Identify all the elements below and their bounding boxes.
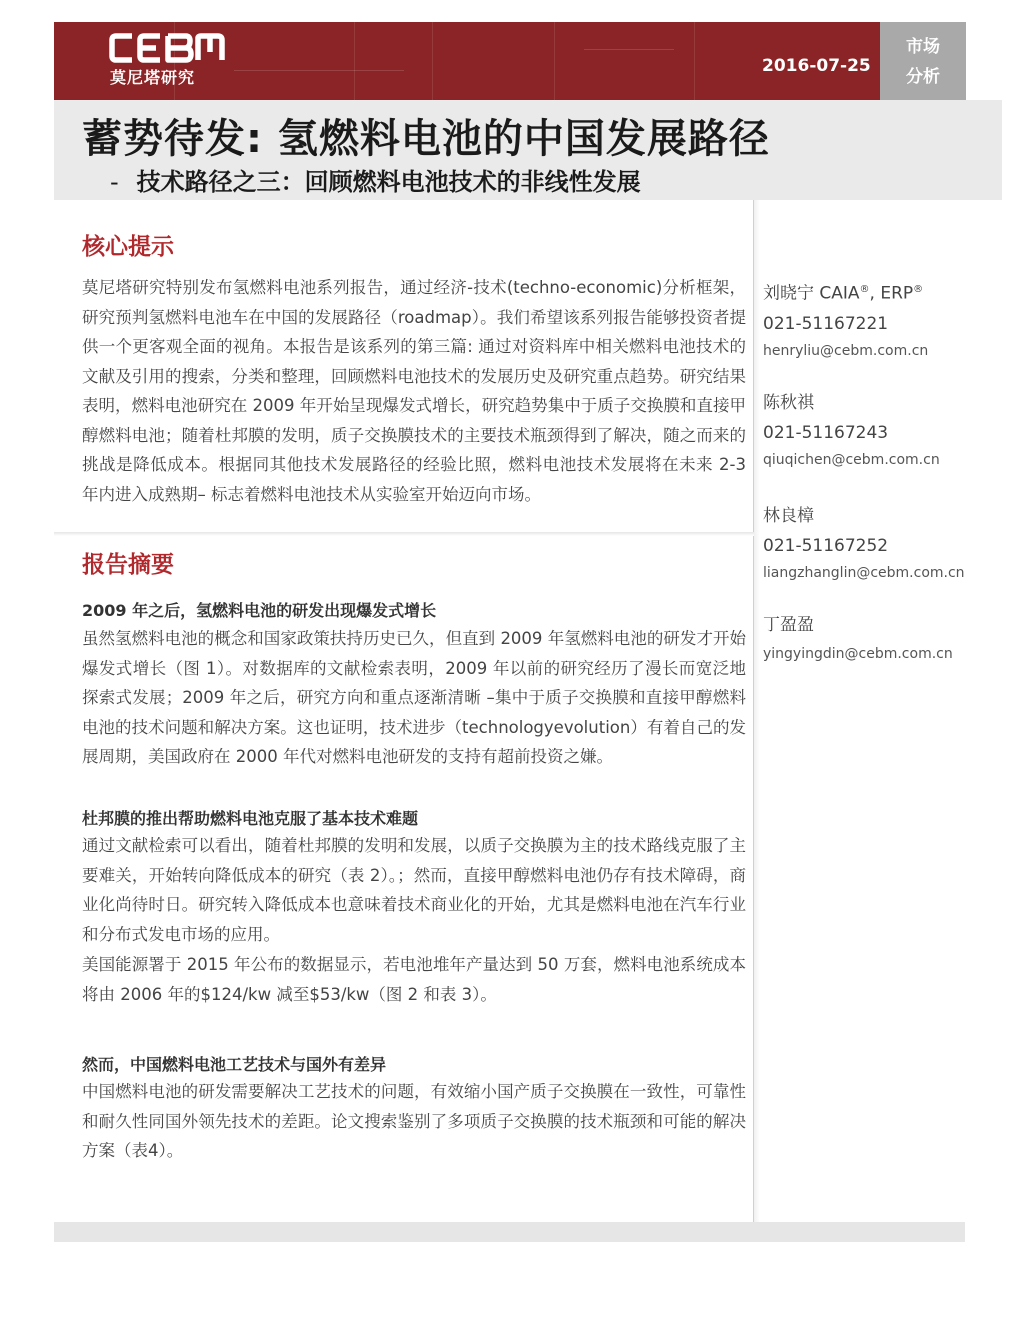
core-paragraph: 莫尼塔研究特别发布氢燃料电池系列报告，通过经济-技术(techno-economic)分析框架，研究预判氢燃料电池车在中国的发展路径（roadmap）。我们希望该系列报告能够投资者提供一个更客观全面的视角。本报告是该系列的第三篇: 通过对资料库中相关燃料电池技术的文献及引用的搜索，分类和整理，回顾燃料电池技术的发展历史及研究重点趋势。研究结果表明，燃料电池研究在 2009 年开始呈现爆发式增长，研究趋势集中于质子交换膜和直接甲醇燃料电池；随着杜邦膜的发明，质子交换膜技术的主要技术瓶颈得到了解决，随之而来的挑战是降低成本。根据同其他技术发展路径的经验比照，燃料电池技术发展将在未来 2-3 年内进入成熟期– 标志着燃料电池技术从实验室开始迈向市场。 <box>82 278 746 504</box>
summary-subhead-2: 杜邦膜的推出帮助燃料电池克服了基本技术难题 <box>82 809 419 828</box>
contact-email[interactable]: qiuqichen@cebm.com.cn <box>763 452 940 468</box>
summary-paragraph-2: 通过文献检索可以看出，随着杜邦膜的发明和发展，以质子交换膜为主的技术路线克服了主要难关，开始转向降低成本的研究（表 2）。；然而，直接甲醇燃料电池仍存有技术障碍，商业化尚待时日。研究转入降低成本也意味着技术商业化的开始，尤其是燃料电池在汽车行业和分布式发电市场的应用。 <box>82 836 746 944</box>
page-title: 蓄势待发: 氢燃料电池的中国发展路径 <box>82 116 770 162</box>
category-tag-line1: 市场 <box>906 37 940 57</box>
contact-name-sup1: ® <box>859 284 870 295</box>
summary-paragraph-3: 美国能源署于 2015 年公布的数据显示，若电池堆年产量达到 50 万套，燃料电池系统成本将由 2006 年的$124/kw 减至$53/kw（图 2 和表 3）。 <box>82 955 746 1004</box>
contact-email[interactable]: henryliu@cebm.com.cn <box>763 342 929 359</box>
contact-email[interactable]: liangzhanglin@cebm.com.cn <box>763 565 965 581</box>
core-heading: 核心提示 <box>82 234 174 260</box>
contact-name-sup2: ® <box>913 284 924 295</box>
cebm-logo-icon <box>108 32 226 64</box>
report-date: 2016-07-25 <box>762 56 871 76</box>
contact-name-main: 刘晓宁 CAIA <box>763 283 860 304</box>
contact-name-mid: , ERP <box>869 283 914 304</box>
subtitle-text: 技术路径之三：回顾燃料电池技术的非线性发展 <box>136 168 641 196</box>
contact-card <box>763 391 983 471</box>
contact-name: 陈秋祺 <box>763 393 814 413</box>
contact-card <box>763 613 983 665</box>
summary-paragraph-4: 中国燃料电池的研发需要解决工艺技术的问题，有效缩小国产质子交换膜在一致性，可靠性和耐久性同国外领先技术的差距。论文搜索鉴别了多项质子交换膜的技术瓶颈和可能的解决方案（表4）。 <box>82 1082 746 1160</box>
summary-subhead-3: 然而，中国燃料电池工艺技术与国外有差异 <box>82 1055 387 1074</box>
contact-phone: 021-51167243 <box>763 423 889 443</box>
subtitle-dash: - <box>110 168 119 196</box>
summary-paragraph-1: 虽然氢燃料电池的概念和国家政策扶持历史已久，但直到 2009 年氢燃料电池的研发才开始爆发式增长（图 1）。对数据库的文献检索表明，2009 年以前的研究经历了漫长而宽泛地探索式发展；2009 年之后，研究方向和重点逐渐清晰 –集中于质子交换膜和直接甲醇燃料电池的技术问题和解决方案。这也证明，技术进步（technologyevolution）有着自己的发展周期，美国政府在 2000 年代对燃料电池研发的支持有超前投资之嫌。 <box>82 629 746 766</box>
summary-heading: 报告摘要 <box>82 552 174 578</box>
brand-logo <box>108 32 228 88</box>
contact-card <box>763 504 983 584</box>
contact-phone: 021-51167221 <box>763 313 889 334</box>
contact-name <box>763 278 983 306</box>
contact-phone: 021-51167252 <box>763 536 889 556</box>
contact-name: 丁盈盈 <box>763 615 814 635</box>
footer-band <box>54 1222 965 1242</box>
category-tag-line2: 分析 <box>906 67 940 87</box>
column-divider-shadow <box>754 200 760 1222</box>
contact-card <box>763 278 983 362</box>
summary-subhead-1: 2009 年之后，氢燃料电池的研发出现爆发式增长 <box>82 601 437 620</box>
page-subtitle <box>110 162 641 197</box>
category-tag <box>880 22 966 100</box>
contact-email[interactable]: yingyingdin@cebm.com.cn <box>763 646 953 662</box>
contact-name: 林良樟 <box>763 506 814 526</box>
logo-text: 莫尼塔研究 <box>110 68 196 87</box>
section-rule <box>54 532 754 536</box>
